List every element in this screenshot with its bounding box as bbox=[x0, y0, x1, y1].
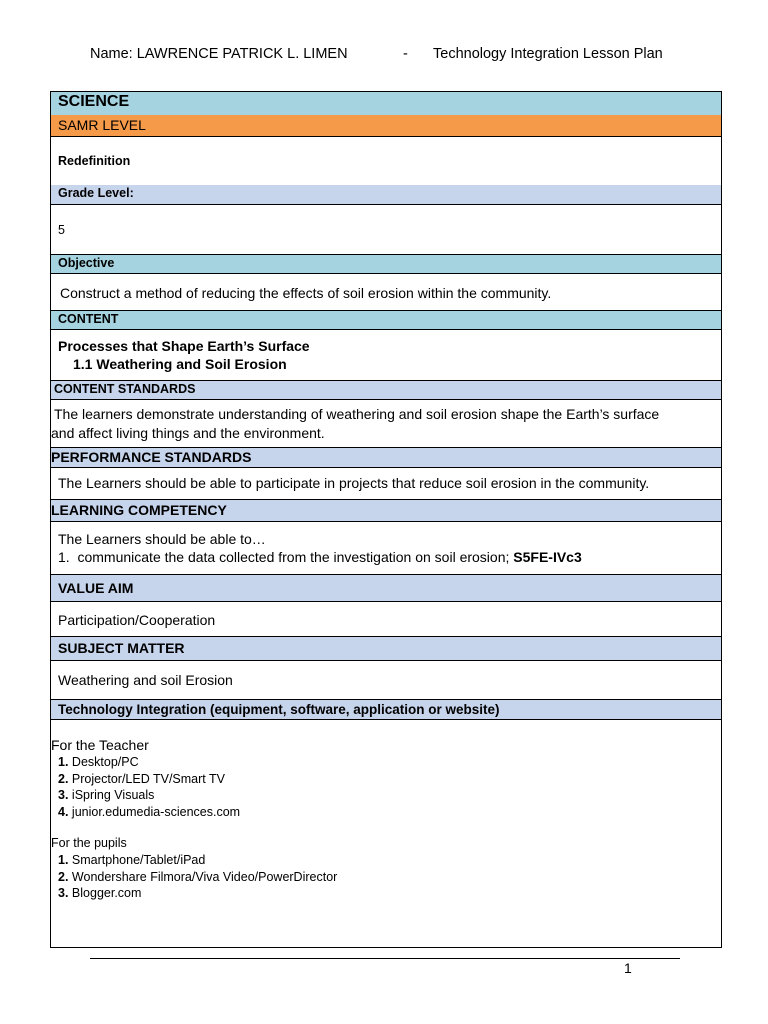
grade-label: Grade Level: bbox=[58, 186, 134, 200]
content-value-row bbox=[51, 329, 721, 380]
samr-label-row bbox=[51, 115, 721, 136]
learning-competency-label: LEARNING COMPETENCY bbox=[51, 502, 227, 518]
performance-standards-label-row bbox=[51, 447, 721, 467]
grade-value: 5 bbox=[58, 223, 65, 237]
list-item-text: Smartphone/Tablet/iPad bbox=[71, 853, 206, 867]
author-name: Name: LAWRENCE PATRICK L. LIMEN bbox=[90, 46, 348, 62]
list-item-number: 4. bbox=[58, 804, 69, 819]
content-standards-value-row bbox=[51, 399, 721, 447]
content-standards-line-2: and affect living things and the environment. bbox=[51, 425, 325, 441]
content-standards-line-1: The learners demonstrate understanding of weathering and soil erosion shape the Earth’s surface bbox=[54, 406, 660, 422]
list-item-number: 1. bbox=[58, 755, 69, 769]
content-standards-label: CONTENT STANDARDS bbox=[54, 382, 196, 396]
value-aim-label: VALUE AIM bbox=[58, 580, 134, 596]
subject-row bbox=[51, 92, 721, 115]
page-number: 1 bbox=[624, 960, 632, 976]
page-header bbox=[90, 46, 663, 62]
content-subtopic: 1.1 Weathering and Soil Erosion bbox=[73, 356, 287, 372]
lesson-plan-table bbox=[50, 91, 722, 948]
list-item-text: iSpring Visuals bbox=[71, 788, 155, 802]
list-item-number: 1. bbox=[58, 853, 69, 867]
list-item-number: 3. bbox=[58, 788, 69, 802]
value-aim-value: Participation/Cooperation bbox=[58, 612, 216, 628]
performance-standards-value-row bbox=[51, 467, 721, 499]
pupil-tool-list bbox=[51, 852, 337, 902]
subject-title: SCIENCE bbox=[58, 93, 130, 110]
list-item bbox=[51, 754, 240, 771]
header-separator: - bbox=[403, 46, 408, 62]
technology-value-row bbox=[51, 719, 721, 947]
value-aim-value-row bbox=[51, 601, 721, 636]
list-item-text: Desktop/PC bbox=[71, 755, 139, 769]
list-item-text: Projector/LED TV/Smart TV bbox=[71, 771, 225, 786]
list-item bbox=[51, 852, 337, 869]
content-label-row bbox=[51, 310, 721, 329]
subject-matter-label: SUBJECT MATTER bbox=[58, 640, 185, 656]
list-item bbox=[51, 771, 240, 788]
teacher-tool-list bbox=[51, 754, 240, 820]
samr-value: Redefinition bbox=[58, 154, 131, 168]
list-item-text: Blogger.com bbox=[71, 886, 142, 900]
list-item-text: junior.edumedia-sciences.com bbox=[71, 804, 241, 819]
technology-label-row bbox=[51, 699, 721, 719]
list-item-number: 2. bbox=[58, 869, 69, 884]
performance-standards-label: PERFORMANCE STANDARDS bbox=[51, 449, 252, 465]
learning-competency-label-row bbox=[51, 499, 721, 521]
learning-competency-item-number: 1. bbox=[58, 549, 70, 565]
list-item-number: 3. bbox=[58, 886, 69, 900]
teacher-tools bbox=[51, 737, 240, 820]
list-item-number: 2. bbox=[58, 771, 69, 786]
objective-label-row bbox=[51, 254, 721, 273]
subject-matter-value: Weathering and soil Erosion bbox=[58, 672, 233, 688]
samr-label: SAMR LEVEL bbox=[58, 117, 146, 133]
list-item bbox=[51, 804, 240, 821]
pupil-tools bbox=[51, 835, 337, 902]
content-label: CONTENT bbox=[58, 312, 119, 326]
subject-matter-value-row bbox=[51, 660, 721, 699]
content-topic: Processes that Shape Earth’s Surface bbox=[58, 338, 310, 354]
content-standards-label-row bbox=[51, 380, 721, 399]
objective-value-row bbox=[51, 273, 721, 310]
list-item bbox=[51, 885, 337, 902]
grade-value-row bbox=[51, 204, 721, 254]
learning-competency-item bbox=[58, 549, 582, 565]
learning-competency-item-text: communicate the data collected from the investigation on soil erosion; bbox=[77, 549, 510, 565]
list-item bbox=[51, 869, 337, 886]
technology-label: Technology Integration (equipment, software, application or website) bbox=[58, 702, 500, 717]
value-aim-label-row bbox=[51, 574, 721, 601]
teacher-heading: For the Teacher bbox=[51, 737, 149, 753]
subject-matter-label-row bbox=[51, 636, 721, 660]
list-item bbox=[51, 787, 240, 804]
list-item-text: Wondershare Filmora/Viva Video/PowerDirector bbox=[71, 869, 338, 884]
samr-value-row bbox=[51, 136, 721, 185]
footer-rule bbox=[90, 958, 680, 959]
learning-competency-intro: The Learners should be able to… bbox=[58, 531, 266, 547]
grade-label-row bbox=[51, 185, 721, 204]
learning-competency-code: S5FE-IVc3 bbox=[513, 549, 582, 565]
learning-competency-value-row bbox=[51, 521, 721, 574]
performance-standards-value: The Learners should be able to participate in projects that reduce soil erosion in the community. bbox=[58, 475, 650, 491]
pupils-heading: For the pupils bbox=[51, 836, 127, 850]
objective-value: Construct a method of reducing the effects of soil erosion within the community. bbox=[60, 285, 552, 301]
document-title: Technology Integration Lesson Plan bbox=[433, 46, 663, 62]
objective-label: Objective bbox=[58, 256, 115, 270]
